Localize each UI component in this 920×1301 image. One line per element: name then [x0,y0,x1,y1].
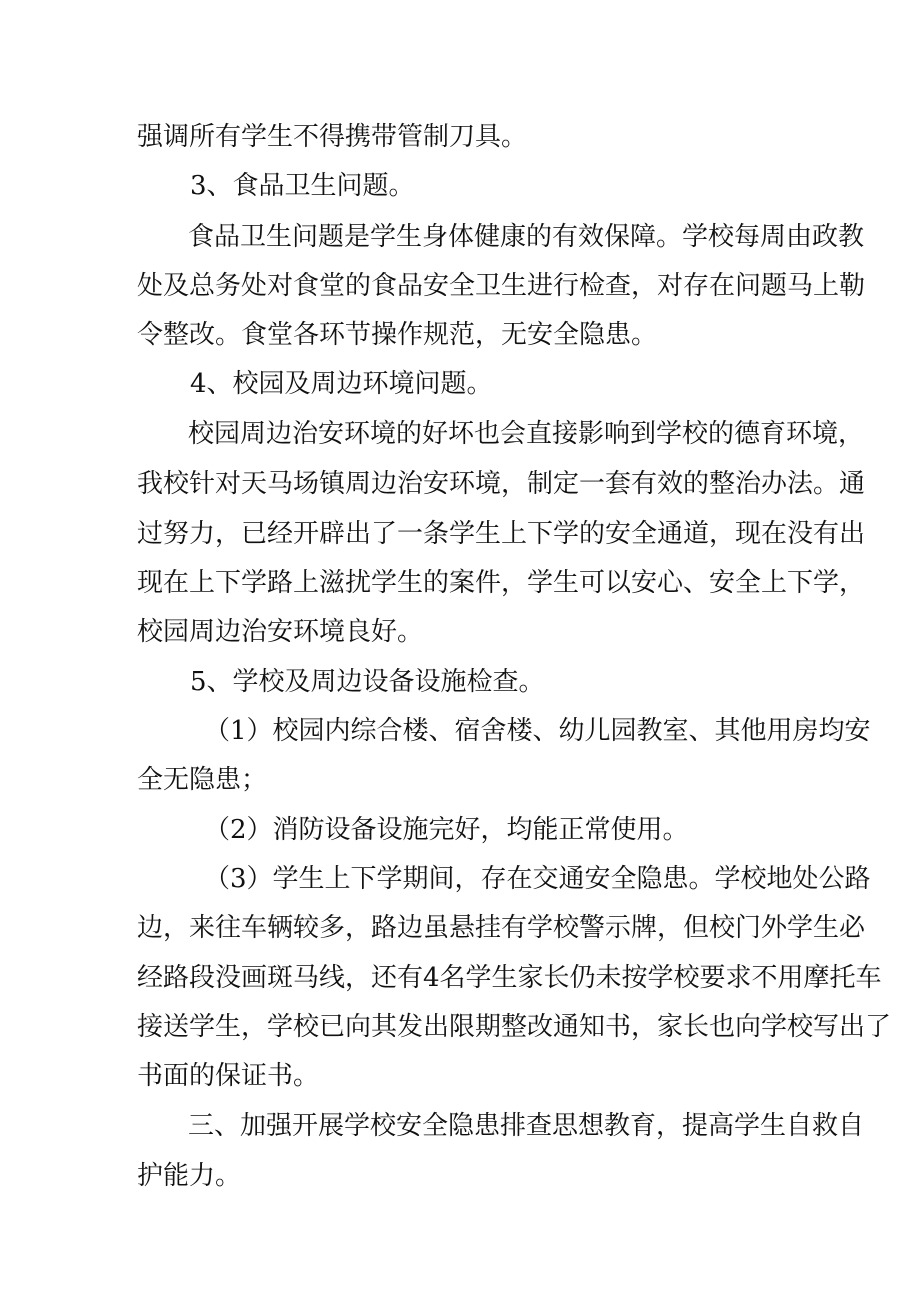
list-item: （3）学生上下学期间，存在交通安全隐患。学校地处公路 [204,864,871,894]
section-heading: 三、加强开展学校安全隐患排查思想教育，提高学生自救自 [188,1111,865,1141]
text-line: 经路段没画斑马线，还有4名学生家长仍未按学校要求不用摩托车 [137,963,882,993]
text-line: 令整改。食堂各环节操作规范，无安全隐患。 [137,320,658,350]
text-line: 全无隐患； [137,765,268,795]
text-line: 强调所有学生不得携带管制刀具。 [137,122,528,152]
text-line: 接送学生，学校已向其发出限期整改通知书，家长也向学校写出了 [137,1012,892,1042]
section-heading: 5、学校及周边设备设施检查。 [190,667,545,697]
list-item: （1）校园内综合楼、宿舍楼、幼儿园教室、其他用房均安 [204,716,871,746]
list-item: （2）消防设备设施完好，均能正常使用。 [204,815,689,845]
text-line: 校园周边治安环境良好。 [137,617,424,647]
section-heading: 护能力。 [137,1161,242,1191]
text-line: 校园周边治安环境的好坏也会直接影响到学校的德育环境， [188,419,865,449]
section-heading: 3、食品卫生问题。 [190,171,415,201]
text-line: 食品卫生问题是学生身体健康的有效保障。学校每周由政教 [188,222,865,252]
text-line: 边，来往车辆较多，路边虽悬挂有学校警示牌，但校门外学生必 [137,913,866,943]
text-line: 我校针对天马场镇周边治安环境，制定一套有效的整治办法。通 [137,469,866,499]
section-heading: 4、校园及周边环境问题。 [190,369,493,399]
text-line: 现在上下学路上滋扰学生的案件，学生可以安心、安全上下学， [137,568,866,598]
text-line: 过努力，已经开辟出了一条学生上下学的安全通道，现在没有出 [137,519,866,549]
text-line: 处及总务处对食堂的食品安全卫生进行检查，对存在问题马上勒 [137,271,866,301]
text-line: 书面的保证书。 [137,1061,320,1091]
